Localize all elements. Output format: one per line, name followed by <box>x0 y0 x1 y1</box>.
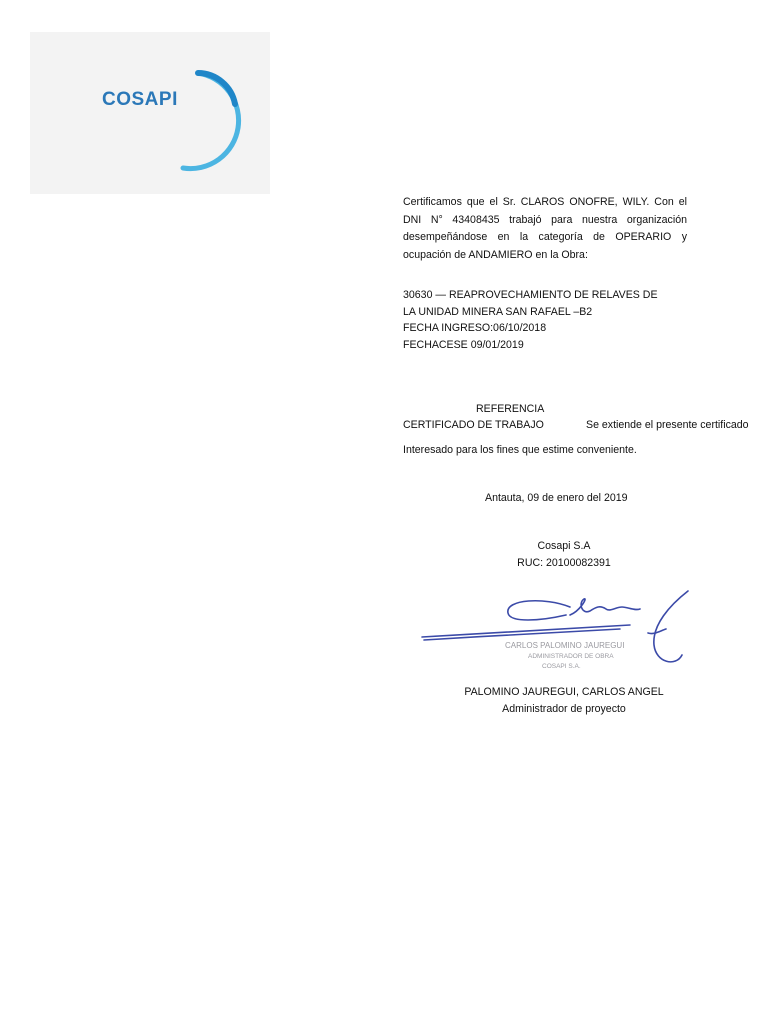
stamp-line-3: COSAPI S.A. <box>542 663 581 670</box>
place-date: Antauta, 09 de enero del 2019 <box>485 492 628 504</box>
fecha-ingreso: FECHA INGRESO:06/10/2018 <box>403 322 547 334</box>
company-logo <box>30 32 270 194</box>
logo-text: COSAPI <box>102 89 178 110</box>
company-ruc: RUC: 20100082391 <box>517 557 611 569</box>
fecha-cese: FECHACESE 09/01/2019 <box>403 338 524 351</box>
company-name: Cosapi S.A <box>537 540 591 552</box>
project-details <box>403 287 658 353</box>
signature-ink <box>422 591 688 662</box>
logo-ring-icon <box>178 64 248 174</box>
referencia-value: CERTIFICADO DE TRABAJO <box>403 419 544 431</box>
project-line-1: 30630 — REAPROVECHAMIENTO DE RELAVES DE <box>403 289 658 301</box>
stamp <box>505 641 624 670</box>
interesado-text: Interesado para los fines que estime conveniente. <box>403 444 637 456</box>
signer-name: PALOMINO JAUREGUI, CARLOS ANGEL <box>464 686 664 698</box>
signer-role: Administrador de proyecto <box>502 703 626 715</box>
stamp-line-2: ADMINISTRADOR DE OBRA <box>528 653 614 660</box>
extiende-text: Se extiende el presente certificado <box>586 419 749 431</box>
signature-stamp <box>420 585 695 675</box>
referencia-label: REFERENCIA <box>476 403 545 415</box>
certificate-intro: Certificamos que el Sr. CLAROS ONOFRE, WILY. Con el DNI N° 43408435 trabajó para nuestra organización desempeñándose en la categoría de OPERARIO y ocupación de ANDAMIERO en la Obra: <box>403 196 687 261</box>
project-line-2: LA UNIDAD MINERA SAN RAFAEL –B2 <box>403 305 593 318</box>
stamp-line-1: CARLOS PALOMINO JAUREGUI <box>505 641 625 650</box>
